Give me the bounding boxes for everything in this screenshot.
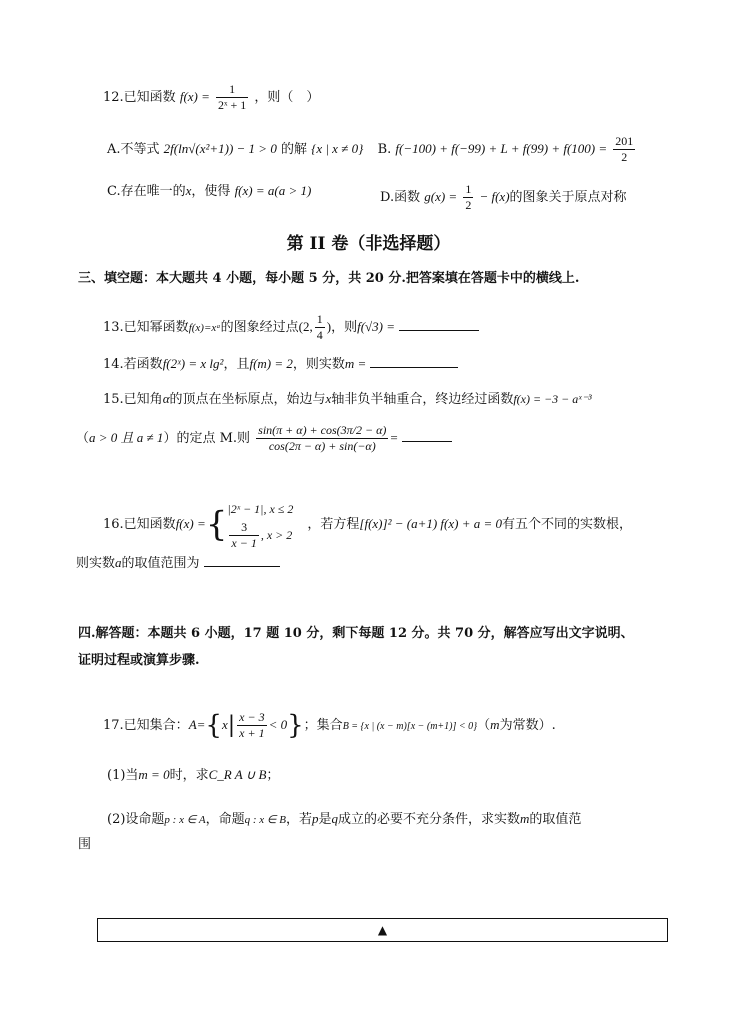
q12-optC-x: x xyxy=(185,183,192,198)
q17-p1-text-b: 时，求 xyxy=(169,768,209,783)
q17-setA-num: x − 3 xyxy=(239,710,265,724)
q12-optD-g: g(x) = xyxy=(424,189,458,204)
answer-mark: ▲ xyxy=(377,923,388,937)
q12-text-b: ，则（ ） xyxy=(254,90,320,105)
q16-cases xyxy=(227,498,293,551)
q17-part2-cont: 围 xyxy=(78,837,92,852)
q17-stem xyxy=(103,705,556,747)
q17-p1-expr: C_R A ∪ B xyxy=(208,767,267,782)
q17-part1 xyxy=(107,766,279,785)
q12-optB-den: 2 xyxy=(613,149,635,165)
q12-fx: f(x) = xyxy=(179,89,210,104)
q14-answer-blank[interactable] xyxy=(370,354,458,368)
q12-optD-den: 2 xyxy=(465,198,472,212)
answer-box[interactable] xyxy=(97,918,668,942)
q12-optA-expr: 2f(ln√(x²+1)) − 1 > 0 xyxy=(163,141,277,156)
q17-p2-q-def: q : x ∈ B xyxy=(244,814,286,826)
q12-optC-expr: f(x) = a(a > 1) xyxy=(234,183,312,198)
q16-case1: |2ˣ − 1|, x ≤ 2 xyxy=(227,502,294,516)
q15-den: cos(2π − α) + sin(−α) xyxy=(256,438,388,454)
q16-line2 xyxy=(76,553,280,573)
section3-heading: 三、填空题：本大题共 4 小题，每小题 5 分，共 20 分.把答案填在答题卡中的横线上. xyxy=(78,271,580,286)
q16-text-b: ，若方程 xyxy=(307,517,360,532)
q13-point-fraction xyxy=(315,312,325,343)
q12-optA-text: 的解 xyxy=(280,142,307,157)
q15-answer-blank[interactable] xyxy=(402,428,452,442)
q16-text-e: 的取值范围为 xyxy=(121,556,200,571)
q12-optD-num: 1 xyxy=(465,182,472,196)
q13-fx: f(x)=xᵃ xyxy=(188,322,221,334)
q12-frac-num: 1 xyxy=(229,82,236,96)
q12-text-a: 12.已知函数 xyxy=(103,90,176,105)
q15-text-e: ）的定点 M.则 xyxy=(163,431,251,446)
q17-p2-m: m xyxy=(520,811,530,826)
q17-p1-cond: m = 0 xyxy=(138,767,170,782)
q14-m: m = xyxy=(344,356,367,371)
q16-answer-blank[interactable] xyxy=(204,553,280,567)
q12-optC-text: ，使得 xyxy=(191,184,231,199)
q14 xyxy=(103,354,458,374)
q12-optA-set: {x | x ≠ 0} xyxy=(311,141,364,156)
q13-text-c: ，则 xyxy=(331,320,358,335)
q17-text-b: ；集合 xyxy=(303,718,343,733)
q15-text-c: 轴非负半轴重合，终边经过函数 xyxy=(331,392,514,407)
q13-point-den: 4 xyxy=(316,328,323,342)
q12-optD-text: 的图象关于原点对称 xyxy=(509,190,627,205)
q17-p2-text-a: (2)设命题 xyxy=(107,812,165,827)
q12-options-cd xyxy=(107,182,311,201)
q17-m: m xyxy=(490,717,500,732)
q17-part2 xyxy=(107,810,581,829)
q17-p2-p: p xyxy=(311,811,319,826)
q17-p2-text-d: 是 xyxy=(318,812,332,827)
q12-stem xyxy=(103,82,319,113)
section4-heading-line2: 证明过程或演算步骤. xyxy=(78,653,200,668)
q16-fx: f(x) = xyxy=(175,516,206,531)
q15-text-a: 15.已知角 xyxy=(103,392,163,407)
q15-fraction xyxy=(256,423,388,454)
q16-text-a: 16.已知函数 xyxy=(103,517,176,532)
q15-line2 xyxy=(76,423,452,454)
q13-answer-blank[interactable] xyxy=(399,317,479,331)
q14-text-b: ，且 xyxy=(223,357,250,372)
q14-text-c: ，则实数 xyxy=(292,357,345,372)
q15-line1 xyxy=(103,390,592,409)
q12-fraction xyxy=(216,82,248,113)
q13-point-num: 1 xyxy=(316,312,323,326)
q13 xyxy=(103,312,479,343)
q13-point-b: ) xyxy=(326,319,332,334)
q13-value: f(√3) = xyxy=(357,319,396,334)
q12-options-ab xyxy=(107,134,637,165)
q17-p2-text-f: 的取值范 xyxy=(529,812,582,827)
q12-optB-fraction xyxy=(613,134,635,165)
q12-frac-den: 2ˣ + 1 xyxy=(218,98,247,112)
q17-p2-q: q xyxy=(331,811,338,826)
q17-setB: B = {x | (x − m)[x − (m+1)] < 0} xyxy=(342,721,478,732)
q16-case2-num: 3 xyxy=(241,520,248,534)
q14-expr: f(2ˣ) = x lg² xyxy=(162,356,224,371)
q16-line1 xyxy=(103,498,632,551)
q16-case2-fraction xyxy=(229,520,258,551)
q17-p2-p-def: p : x ∈ A xyxy=(164,814,206,826)
q12-optD-f: − f(x) xyxy=(479,189,510,204)
q17-setA-fraction xyxy=(237,710,266,741)
q15-eq: = xyxy=(390,430,398,445)
q17-p2-text-c: ，若 xyxy=(285,812,312,827)
q15-function: f(x) = −3 − aˣ⁻³ xyxy=(513,392,592,406)
q15-cond: a > 0 且 a ≠ 1 xyxy=(89,430,164,445)
q17-setA-x: x xyxy=(221,717,228,732)
q15-alpha: α xyxy=(162,391,170,406)
q12-option-d xyxy=(380,182,627,213)
q13-point-a: (2, xyxy=(298,319,313,334)
q17-p2-text-b: ，命题 xyxy=(205,812,245,827)
q16-equation: [f(x)]² − (a+1) f(x) + a = 0 xyxy=(359,516,502,531)
q16-a-var: a xyxy=(115,555,122,570)
q14-text-a: 14.若函数 xyxy=(103,357,163,372)
q12-optD-label: D.函数 xyxy=(380,190,421,205)
q17-p1-text-c: ； xyxy=(266,768,280,783)
q17-p2-text-e: 成立的必要不充分条件，求实数 xyxy=(337,812,520,827)
q12-optB-num: 201 xyxy=(615,134,634,148)
part2-title: 第 II 卷（非选择题） xyxy=(286,234,451,254)
q17-setA-lt: < 0 xyxy=(268,717,288,732)
q16-text-d: 则实数 xyxy=(76,556,116,571)
q17-brace-open: { xyxy=(205,710,222,741)
q17-setA-bar: | xyxy=(227,712,236,738)
q17-text-a: 17.已知集合： xyxy=(103,718,189,733)
q16-case2 xyxy=(227,520,293,551)
q15-text-b: 的顶点在坐标原点，始边与 xyxy=(169,392,326,407)
q15-paren-open: （ xyxy=(76,431,90,446)
q16-case2-den: x − 1 xyxy=(231,536,257,550)
q12-optA-label: A.不等式 xyxy=(107,142,160,157)
q17-setA-label: A= xyxy=(188,717,206,732)
q17-text-d: 为常数）. xyxy=(499,718,556,733)
q17-p1-text-a: (1)当 xyxy=(107,768,139,783)
q16-text-c: 有五个不同的实数根， xyxy=(502,517,633,532)
q14-cond: f(m) = 2 xyxy=(249,356,293,371)
q15-num: sin(π + α) + cos(3π/2 − α) xyxy=(258,423,387,437)
q12-optB-expr: f(−100) + f(−99) + L + f(99) + f(100) = xyxy=(395,141,608,156)
q17-paren-open: （ xyxy=(477,718,491,733)
section4-heading-line1: 四.解答题：本题共 6 小题，17 题 10 分，剩下每题 12 分。共 70 分，解答应写出文字说明、 xyxy=(78,626,634,641)
q17-brace-close: } xyxy=(287,710,304,741)
q12-optC-label: C.存在唯一的 xyxy=(107,184,186,199)
q16-brace: { xyxy=(205,504,228,545)
q17-setA-den: x + 1 xyxy=(239,726,265,740)
q13-text-b: 的图象经过点 xyxy=(220,320,299,335)
q12-optB-label: B. xyxy=(377,142,392,157)
q16-case2-cond: , x > 2 xyxy=(260,528,293,542)
q13-text-a: 13.已知幂函数 xyxy=(103,320,189,335)
q12-optD-fraction xyxy=(463,182,473,213)
q15-x: x xyxy=(325,391,332,406)
